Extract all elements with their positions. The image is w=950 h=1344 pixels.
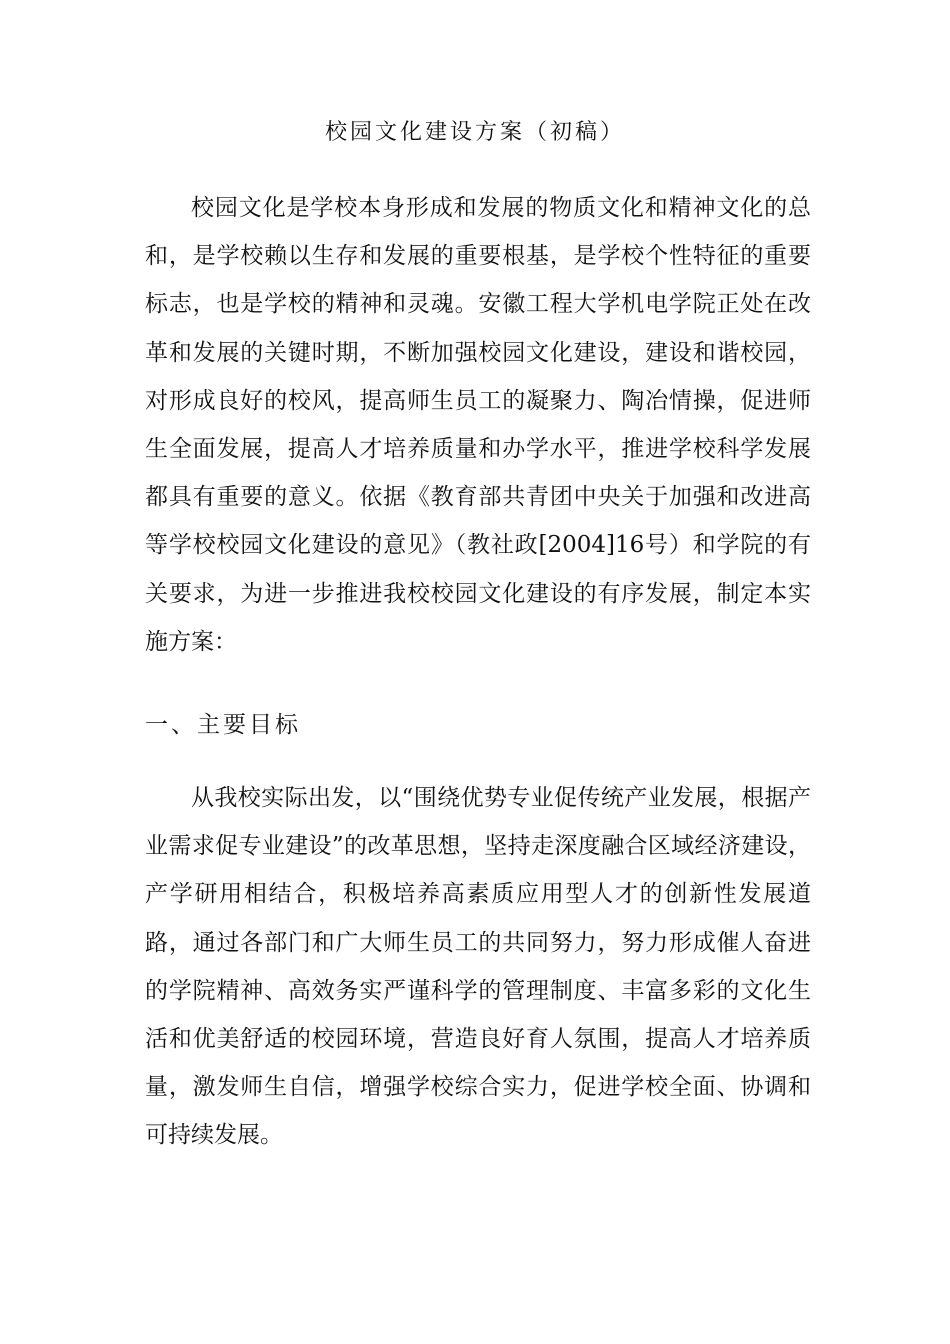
section-heading: 一、主要目标 — [145, 712, 301, 738]
goals-paragraph: 从我校实际出发，以“围绕优势专业促传统产业发展，根据产业需求促专业建设”的改革思想，坚持走深度融合区域经济建设，产学研用相结合，积极培养高素质应用型人才的创新性发展道路，通过各部门和广大师生员工的共同努力，努力形成催人奋进的学院精神、高效务实严谨科学的管理制度、丰富多彩的文化生活和优美舒适的校园环境，营造良好育人氛围，提高人才培养质量，激发师生自信，增强学校综合实力，促进学校全面、协调和可持续发展。 — [145, 785, 811, 1149]
document-title: 校园文化建设方案（初稿） — [324, 120, 625, 145]
intro-paragraph: 校园文化是学校本身形成和发展的物质文化和精神文化的总和，是学校赖以生存和发展的重要根基，是学校个性特征的重要标志，也是学校的精神和灵魂。安徽工程大学机电学院正处在改革和发展的关键时期，不断加强校园文化建设，建设和谐校园，对形成良好的校风，提高师生员工的凝聚力、陶冶情操，促进师生全面发展，提高人才培养质量和办学水平，推进学校科学发展都具有重要的意义。依据《教育部共青团中央关于加强和改进高等学校校园文化建设的意见》（教社政[2004]16号）和学院的有关要求，为进一步推进我校校园文化建设的有序发展，制定本实施方案： — [145, 195, 811, 655]
